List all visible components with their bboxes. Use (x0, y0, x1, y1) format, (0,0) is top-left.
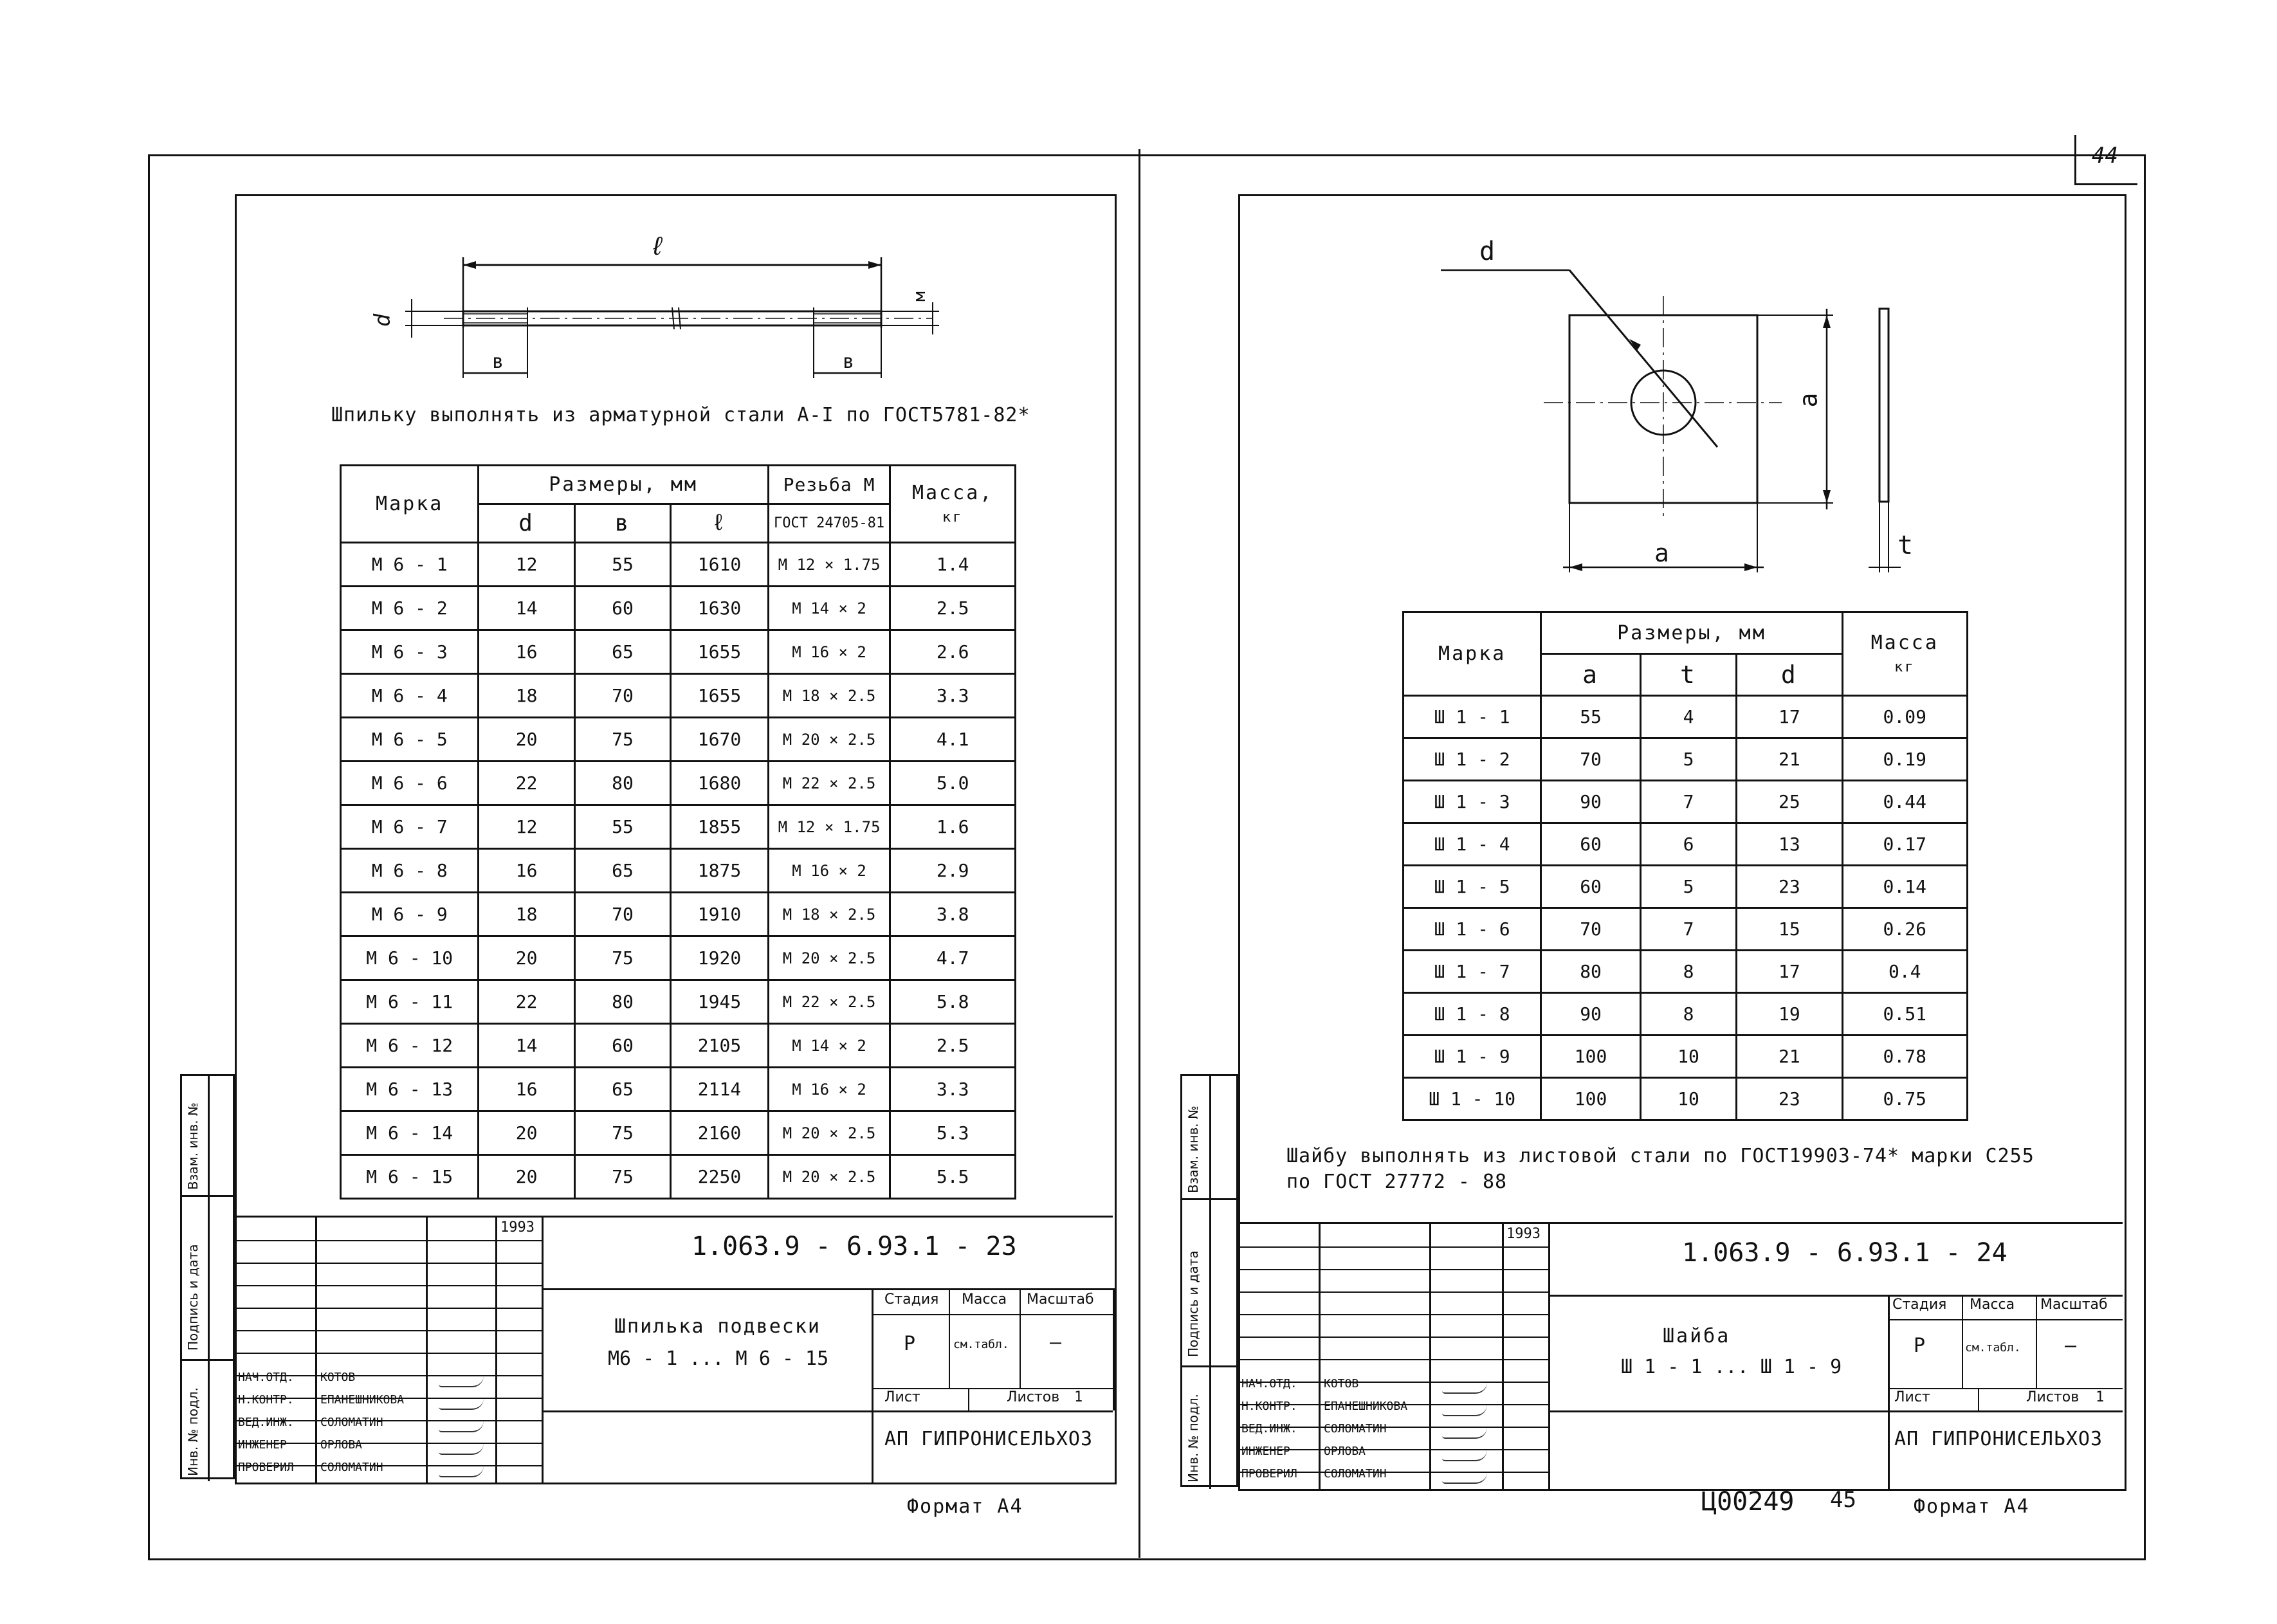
table-cell: 16 (479, 849, 574, 893)
signature-mark (439, 1466, 484, 1477)
table-row (341, 587, 1016, 630)
right-massa: см.табл. (1965, 1341, 2021, 1355)
right-stamp-title2: Ш 1 - 1 ... Ш 1 - 9 (1621, 1356, 1842, 1378)
th-marka: Марка (341, 466, 479, 543)
table-row (1404, 781, 1968, 823)
table-cell: 60 (574, 1024, 670, 1068)
table-cell: 2.9 (890, 849, 1016, 893)
signature-mark (1442, 1382, 1487, 1394)
table-row (341, 805, 1016, 849)
left-stamp-title2: М6 - 1 ... М 6 - 15 (608, 1347, 829, 1370)
right-org: АП ГИПРОНИСЕЛЬХОЗ (1894, 1428, 2103, 1450)
table-cell: Ш 1 - 2 (1404, 738, 1541, 781)
table-cell: 10 (1640, 1078, 1736, 1120)
table-cell: 65 (574, 630, 670, 674)
table-cell: 17 (1737, 696, 1842, 738)
table-cell: 20 (479, 1155, 574, 1199)
dim-b-label-left: в (492, 351, 504, 373)
table-cell: 2114 (671, 1068, 769, 1111)
table-row (1404, 696, 1968, 738)
left-massa-h: Масса (962, 1291, 1007, 1308)
table-cell: 0.17 (1842, 823, 1968, 866)
table-cell: 70 (574, 674, 670, 718)
table-cell: М 6 - 8 (341, 849, 479, 893)
right-stadia: Р (1914, 1335, 1926, 1357)
stamp-role: ВЕД.ИНЖ. (238, 1416, 294, 1429)
th-razmery: Размеры, мм (479, 466, 768, 504)
table-row (341, 1111, 1016, 1155)
right-stamp-title1: Шайба (1663, 1325, 1731, 1347)
dim-b-label-right: в (843, 351, 855, 373)
stamp-person-name: СОЛОМАТИН (1324, 1467, 1387, 1481)
table-cell: Ш 1 - 5 (1404, 866, 1541, 908)
table-cell: 1855 (671, 805, 769, 849)
table-cell: Ш 1 - 8 (1404, 993, 1541, 1036)
signature-mark (1442, 1472, 1487, 1484)
table-cell: М 18 × 2.5 (768, 674, 890, 718)
table-cell: 75 (574, 1111, 670, 1155)
table-cell: 100 (1541, 1036, 1640, 1078)
table-cell: М 20 × 2.5 (768, 936, 890, 980)
right-format: Формат А4 (1914, 1495, 2030, 1518)
stamp-person-name: ОРЛОВА (320, 1438, 363, 1452)
left-listov-h: Листов (1007, 1389, 1060, 1405)
table-cell: М 14 × 2 (768, 1024, 890, 1068)
table-cell: 0.14 (1842, 866, 1968, 908)
left-masshtab: — (1050, 1331, 1062, 1354)
th-massa: Масса, кг (890, 466, 1016, 543)
stamp-role: Н.КОНТР. (1241, 1400, 1297, 1413)
table-cell: М 6 - 3 (341, 630, 479, 674)
table-cell: 0.4 (1842, 951, 1968, 993)
table-row (341, 674, 1016, 718)
washer-dim-d-label: d (1479, 237, 1495, 266)
table-cell: 20 (479, 1111, 574, 1155)
washer-dim-a-horizontal: a (1654, 539, 1669, 567)
table-cell: М 6 - 6 (341, 762, 479, 805)
table-cell: Ш 1 - 6 (1404, 908, 1541, 951)
table-cell: 1.4 (890, 543, 1016, 587)
table-row (341, 630, 1016, 674)
left-side-inv: Инв. № подл. (185, 1387, 201, 1476)
stamp-person-name: КОТОВ (1324, 1377, 1359, 1391)
left-stamp-title1: Шпилька подвески (614, 1315, 821, 1338)
table-cell: М 12 × 1.75 (768, 543, 890, 587)
table-row (341, 718, 1016, 762)
th-rezba-gost: ГОСТ 24705-81 (768, 504, 890, 543)
table-cell: 13 (1737, 823, 1842, 866)
table-row (341, 893, 1016, 936)
table-cell: 2.5 (890, 1024, 1016, 1068)
table-cell: 7 (1640, 781, 1736, 823)
dim-d-label: d (370, 313, 396, 327)
table-cell: М 6 - 9 (341, 893, 479, 936)
table-cell: 1655 (671, 630, 769, 674)
table-cell: М 6 - 10 (341, 936, 479, 980)
stud-material-note: Шпильку выполнять из арматурной стали А-I по ГОСТ5781-82* (331, 404, 1030, 426)
table-cell: 55 (574, 805, 670, 849)
table-cell: М 6 - 11 (341, 980, 479, 1024)
washer-dim-a-vertical: a (1794, 392, 1823, 408)
right-massa-h: Масса (1970, 1297, 2015, 1313)
table-cell: М 22 × 2.5 (768, 980, 890, 1024)
table-cell: М 6 - 15 (341, 1155, 479, 1199)
table-cell: 16 (479, 1068, 574, 1111)
stamp-role: ИНЖЕНЕР (1241, 1445, 1290, 1458)
table-cell: М 6 - 1 (341, 543, 479, 587)
table-cell: Ш 1 - 1 (1404, 696, 1541, 738)
left-org: АП ГИПРОНИСЕЛЬХОЗ (884, 1428, 1093, 1450)
table-cell: 5 (1640, 866, 1736, 908)
signature-mark (439, 1398, 484, 1410)
right-side-podp: Подпись и дата (1185, 1250, 1201, 1357)
th-b: в (574, 504, 670, 543)
th-washer-d: d (1737, 654, 1842, 696)
table-cell: 6 (1640, 823, 1736, 866)
table-cell: М 6 - 14 (341, 1111, 479, 1155)
left-masshtab-h: Масштаб (1027, 1291, 1094, 1308)
stamp-person-name: СОЛОМАТИН (1324, 1422, 1387, 1436)
table-cell: 60 (574, 587, 670, 630)
th-washer-a: a (1541, 654, 1640, 696)
table-cell: 5 (1640, 738, 1736, 781)
table-row (341, 762, 1016, 805)
th-washer-marka: Марка (1404, 612, 1541, 696)
table-cell: 1680 (671, 762, 769, 805)
table-cell: 18 (479, 893, 574, 936)
table-cell: 60 (1541, 823, 1640, 866)
table-row (1404, 1036, 1968, 1078)
table-cell: М 22 × 2.5 (768, 762, 890, 805)
stamp-person-name: КОТОВ (320, 1371, 356, 1384)
left-stamp-year: 1993 (500, 1219, 535, 1236)
stamp-role: ПРОВЕРИЛ (1241, 1467, 1297, 1481)
table-cell: 1875 (671, 849, 769, 893)
table-cell: 3.3 (890, 674, 1016, 718)
table-cell: М 16 × 2 (768, 849, 890, 893)
table-cell: 1630 (671, 587, 769, 630)
table-cell: 12 (479, 805, 574, 849)
right-stamp-year: 1993 (1506, 1226, 1541, 1242)
right-stamp-code: 1.063.9 - 6.93.1 - 24 (1682, 1238, 2007, 1268)
table-cell: 2250 (671, 1155, 769, 1199)
table-cell: 22 (479, 980, 574, 1024)
left-format: Формат А4 (907, 1495, 1023, 1518)
table-cell: М 6 - 12 (341, 1024, 479, 1068)
table-row (341, 1068, 1016, 1111)
table-row (341, 980, 1016, 1024)
table-cell: 4.7 (890, 936, 1016, 980)
signature-mark (1442, 1450, 1487, 1461)
page-number: 44 (2092, 143, 2118, 169)
th-washer-massa: Масса кг (1842, 612, 1968, 696)
table-row (341, 1024, 1016, 1068)
table-cell: 75 (574, 936, 670, 980)
table-cell: 1.6 (890, 805, 1016, 849)
washer-material-note: Шайбу выполнять из листовой стали по ГОСТ19903-74* марки С255 (1286, 1145, 2035, 1167)
table-cell: 3.3 (890, 1068, 1016, 1111)
table-cell: М 6 - 2 (341, 587, 479, 630)
table-cell: М 16 × 2 (768, 1068, 890, 1111)
table-cell: М 20 × 2.5 (768, 718, 890, 762)
stamp-person-name: ЕПАНЕШНИКОВА (320, 1393, 405, 1407)
stamp-person-name: ЕПАНЕШНИКОВА (1324, 1400, 1408, 1413)
table-cell: 100 (1541, 1078, 1640, 1120)
stamp-role: НАЧ.ОТД. (238, 1371, 294, 1384)
stud-drawing (386, 238, 965, 392)
dim-l-label: ℓ (650, 232, 666, 261)
washer-drawing (1441, 238, 1955, 585)
table-cell: М 16 × 2 (768, 630, 890, 674)
table-cell: 4 (1640, 696, 1736, 738)
signature-mark (439, 1376, 484, 1387)
sheet-divider (1138, 149, 1140, 1558)
table-row (341, 849, 1016, 893)
table-cell: 18 (479, 674, 574, 718)
table-cell: 15 (1737, 908, 1842, 951)
table-cell: 0.19 (1842, 738, 1968, 781)
th-d: d (479, 504, 574, 543)
table-cell: 21 (1737, 1036, 1842, 1078)
right-masshtab-h: Масштаб (2040, 1297, 2108, 1313)
th-rezba: Резьба М (768, 466, 890, 504)
stamp-person-name: ОРЛОВА (1324, 1445, 1366, 1458)
table-cell: Ш 1 - 10 (1404, 1078, 1541, 1120)
left-listov: 1 (1074, 1389, 1083, 1405)
washer-dim-t-label: t (1898, 531, 1914, 560)
table-cell: 65 (574, 849, 670, 893)
table-cell: 1655 (671, 674, 769, 718)
table-cell: 80 (574, 980, 670, 1024)
table-cell: 70 (1541, 738, 1640, 781)
table-cell: 75 (574, 1155, 670, 1199)
table-cell: 5.3 (890, 1111, 1016, 1155)
table-cell: 20 (479, 718, 574, 762)
table-row (1404, 1078, 1968, 1120)
table-cell: М 6 - 13 (341, 1068, 479, 1111)
table-row (341, 543, 1016, 587)
table-row (1404, 993, 1968, 1036)
archive-number: Ц00249 (1701, 1487, 1795, 1517)
table-cell: 75 (574, 718, 670, 762)
table-cell: 16 (479, 630, 574, 674)
table-cell: 60 (1541, 866, 1640, 908)
table-cell: 2105 (671, 1024, 769, 1068)
table-cell: М 14 × 2 (768, 587, 890, 630)
table-row (1404, 823, 1968, 866)
left-side-podp: Подпись и дата (185, 1244, 201, 1351)
left-stadia: Р (904, 1333, 916, 1355)
table-cell: 8 (1640, 993, 1736, 1036)
table-cell: 10 (1640, 1036, 1736, 1078)
signature-mark (1442, 1405, 1487, 1416)
table-cell: 80 (574, 762, 670, 805)
dim-m-label: м (910, 291, 929, 302)
table-cell: 8 (1640, 951, 1736, 993)
table-cell: М 6 - 7 (341, 805, 479, 849)
table-cell: 5.8 (890, 980, 1016, 1024)
table-cell: 19 (1737, 993, 1842, 1036)
table-cell: 2.5 (890, 587, 1016, 630)
right-list-h: Лист (1894, 1389, 1930, 1405)
left-stadia-h: Стадия (884, 1291, 939, 1308)
table-cell: 20 (479, 936, 574, 980)
table-row (1404, 866, 1968, 908)
washer-spec-table (1402, 611, 1968, 1121)
table-cell: 0.09 (1842, 696, 1968, 738)
table-cell: 25 (1737, 781, 1842, 823)
stamp-role: НАЧ.ОТД. (1241, 1377, 1297, 1391)
table-cell: 55 (574, 543, 670, 587)
stamp-person-name: СОЛОМАТИН (320, 1416, 383, 1429)
stamp-role: ИНЖЕНЕР (238, 1438, 287, 1452)
table-cell: 70 (574, 893, 670, 936)
stamp-role: Н.КОНТР. (238, 1393, 294, 1407)
left-stamp-code: 1.063.9 - 6.93.1 - 23 (691, 1232, 1017, 1261)
table-cell: 1670 (671, 718, 769, 762)
right-side-vzam: Взам. инв. № (1185, 1106, 1201, 1193)
stamp-person-name: СОЛОМАТИН (320, 1461, 383, 1474)
table-cell: Ш 1 - 7 (1404, 951, 1541, 993)
table-cell: 4.1 (890, 718, 1016, 762)
right-stadia-h: Стадия (1892, 1297, 1947, 1313)
table-cell: 14 (479, 587, 574, 630)
table-cell: 21 (1737, 738, 1842, 781)
washer-material-note-2: по ГОСТ 27772 - 88 (1286, 1171, 1508, 1193)
th-l: ℓ (671, 504, 769, 543)
table-cell: 5.5 (890, 1155, 1016, 1199)
signature-mark (439, 1443, 484, 1455)
th-washer-razmery: Размеры, мм (1541, 612, 1842, 654)
table-cell: 55 (1541, 696, 1640, 738)
table-cell: 80 (1541, 951, 1640, 993)
th-washer-t: t (1640, 654, 1736, 696)
table-cell: 5.0 (890, 762, 1016, 805)
archive-page: 45 (1830, 1487, 1856, 1513)
table-row (1404, 951, 1968, 993)
table-cell: 90 (1541, 993, 1640, 1036)
left-massa: см.табл. (953, 1338, 1009, 1351)
table-cell: 7 (1640, 908, 1736, 951)
table-cell: 2.6 (890, 630, 1016, 674)
table-cell: 65 (574, 1068, 670, 1111)
table-cell: Ш 1 - 9 (1404, 1036, 1541, 1078)
table-cell: 90 (1541, 781, 1640, 823)
left-list-h: Лист (884, 1389, 920, 1405)
table-cell: 0.78 (1842, 1036, 1968, 1078)
table-cell: 14 (479, 1024, 574, 1068)
table-cell: 0.51 (1842, 993, 1968, 1036)
table-cell: Ш 1 - 4 (1404, 823, 1541, 866)
table-row (1404, 908, 1968, 951)
right-listov-h: Листов (2026, 1389, 2080, 1405)
stamp-role: ПРОВЕРИЛ (238, 1461, 294, 1474)
table-cell: 1945 (671, 980, 769, 1024)
table-cell: 23 (1737, 1078, 1842, 1120)
table-row (1404, 738, 1968, 781)
stud-spec-table (340, 464, 1016, 1200)
table-cell: М 20 × 2.5 (768, 1155, 890, 1199)
table-cell: М 6 - 5 (341, 718, 479, 762)
table-cell: 1910 (671, 893, 769, 936)
table-cell: 23 (1737, 866, 1842, 908)
signature-mark (439, 1421, 484, 1432)
table-cell: 0.75 (1842, 1078, 1968, 1120)
table-cell: 70 (1541, 908, 1640, 951)
table-cell: М 12 × 1.75 (768, 805, 890, 849)
table-cell: 17 (1737, 951, 1842, 993)
table-cell: М 18 × 2.5 (768, 893, 890, 936)
table-cell: 2160 (671, 1111, 769, 1155)
table-cell: 3.8 (890, 893, 1016, 936)
table-cell: 12 (479, 543, 574, 587)
stamp-role: ВЕД.ИНЖ. (1241, 1422, 1297, 1436)
table-cell: 1610 (671, 543, 769, 587)
table-cell: М 6 - 4 (341, 674, 479, 718)
table-cell: 1920 (671, 936, 769, 980)
right-listov: 1 (2096, 1389, 2105, 1405)
table-cell: 0.44 (1842, 781, 1968, 823)
table-cell: 22 (479, 762, 574, 805)
table-cell: 0.26 (1842, 908, 1968, 951)
right-masshtab: — (2065, 1335, 2077, 1357)
table-cell: Ш 1 - 3 (1404, 781, 1541, 823)
table-cell: М 20 × 2.5 (768, 1111, 890, 1155)
signature-mark (1442, 1427, 1487, 1439)
table-row (341, 936, 1016, 980)
left-side-vzam: Взам. инв. № (185, 1102, 201, 1190)
table-row (341, 1155, 1016, 1199)
right-side-inv: Инв. № подл. (1185, 1394, 1201, 1483)
